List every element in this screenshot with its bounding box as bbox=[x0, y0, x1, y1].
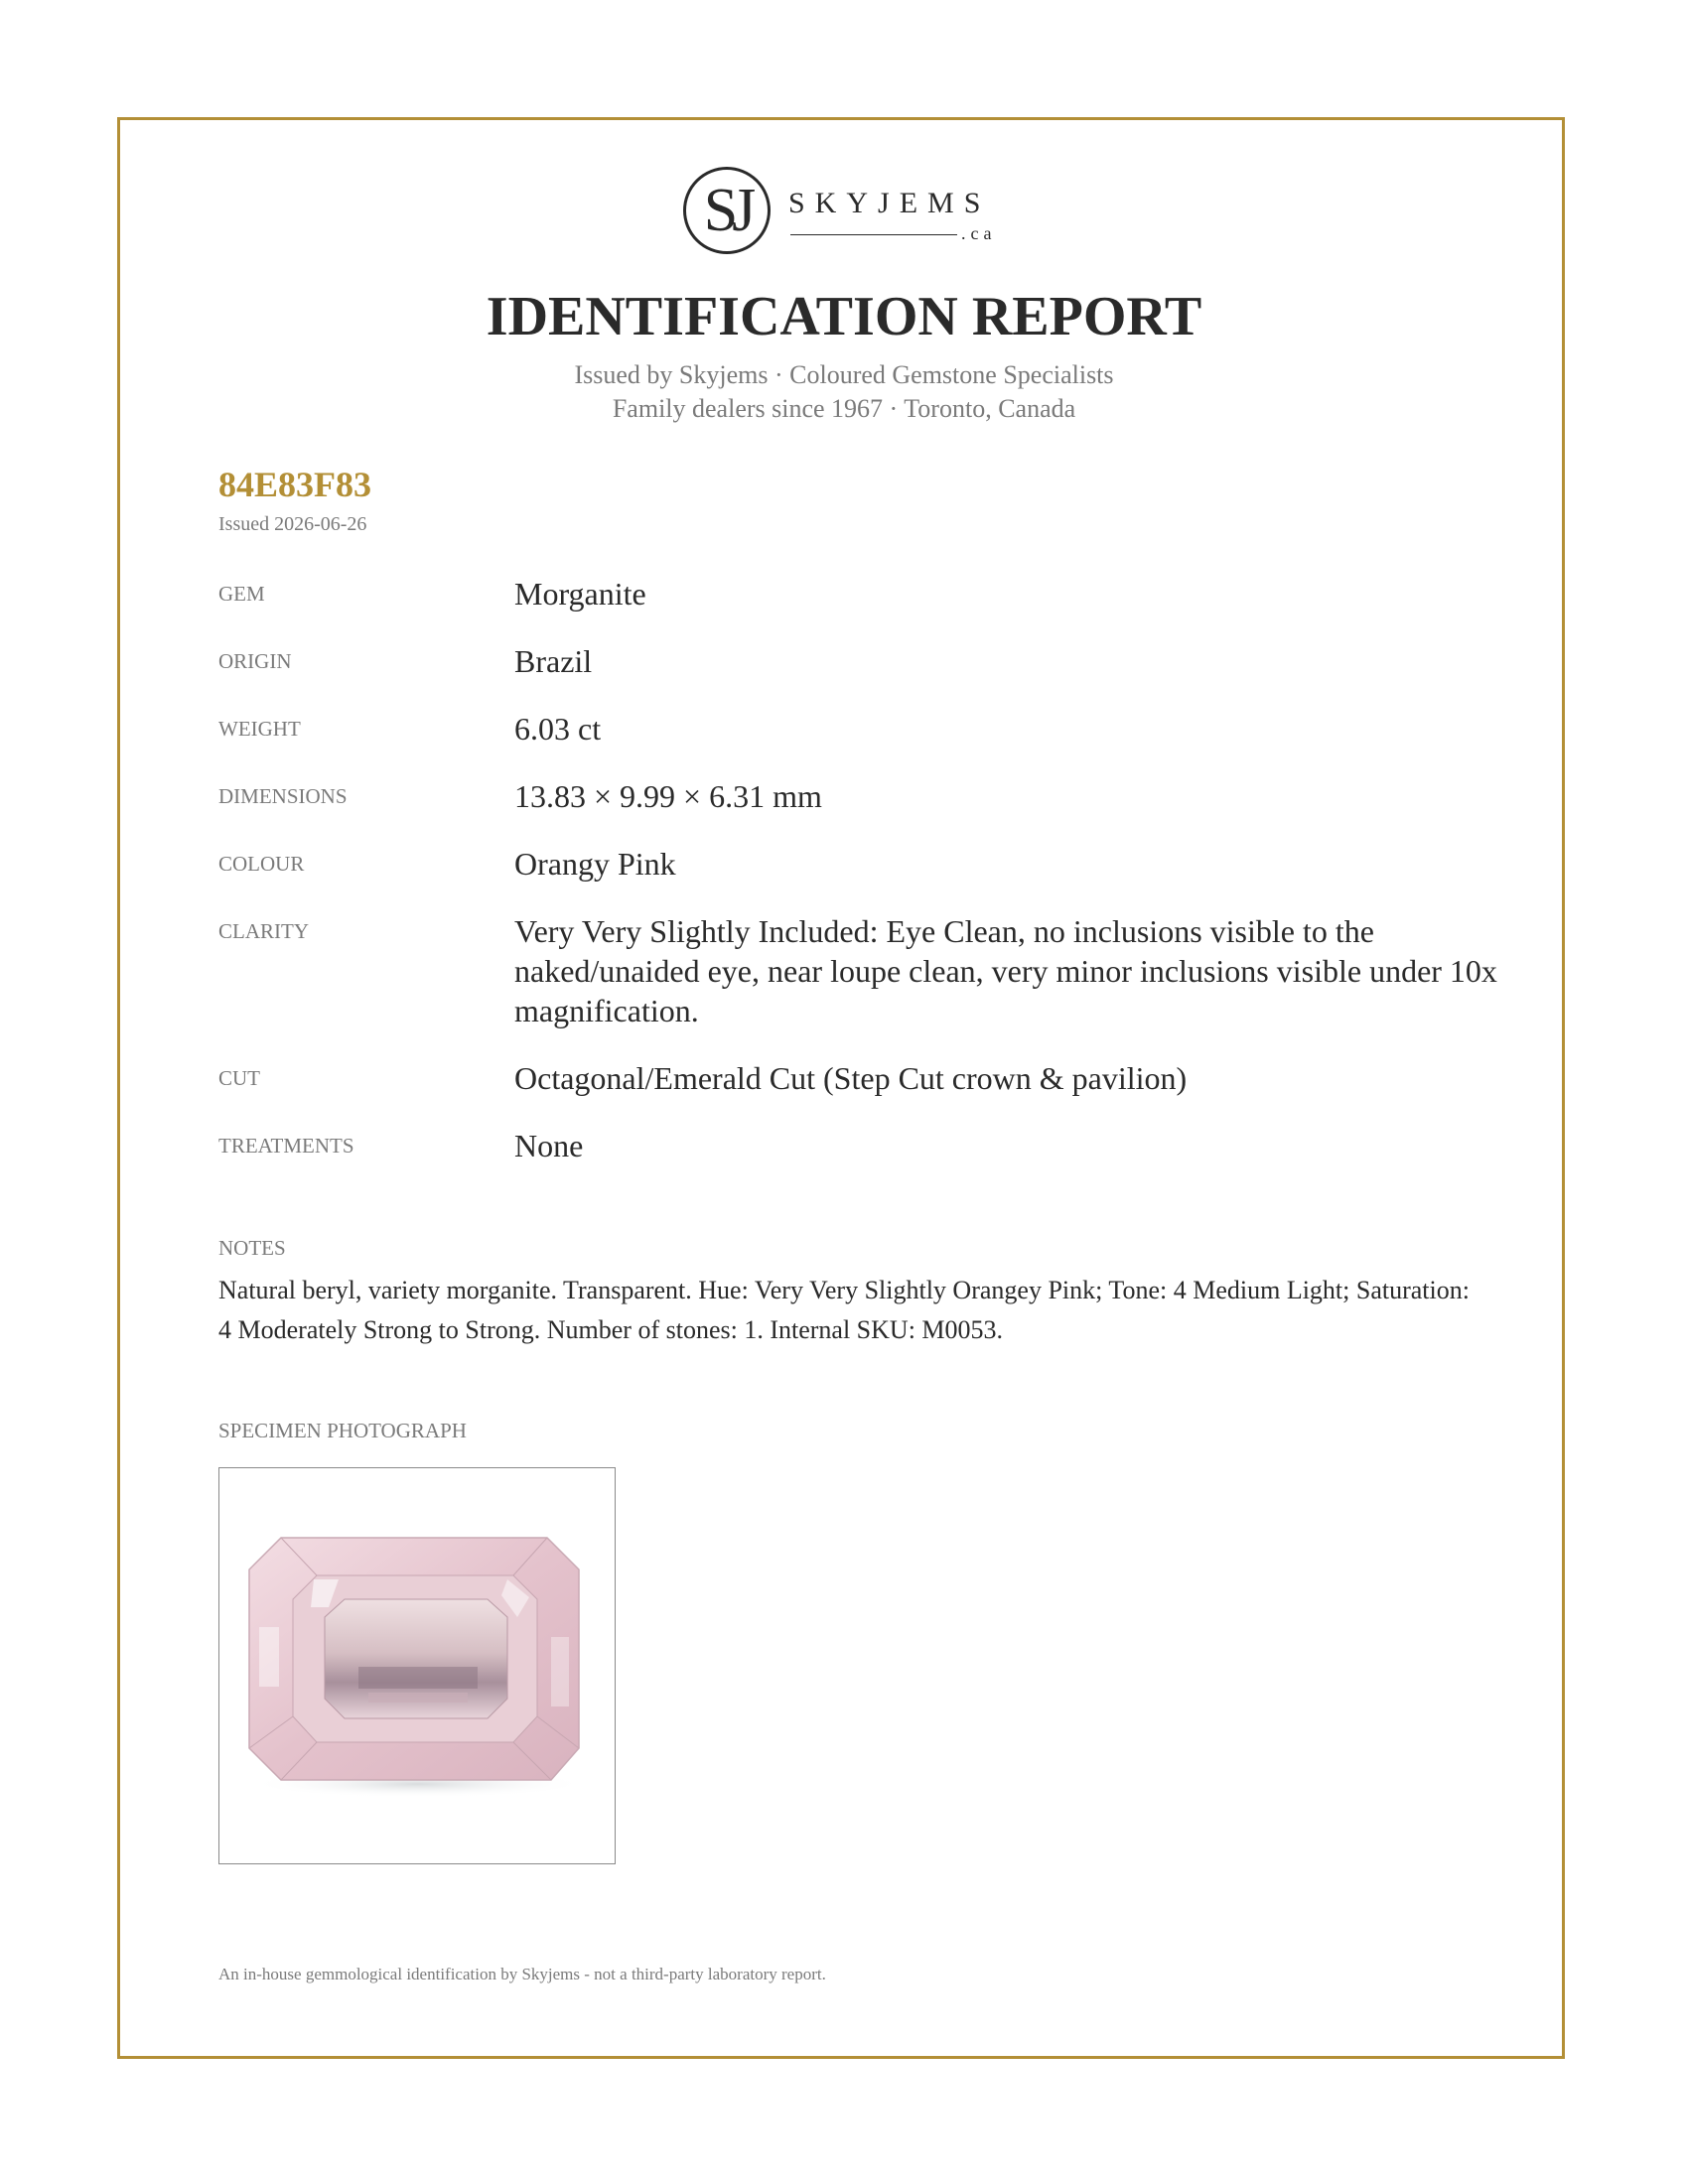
detail-value: 13.83 × 9.99 × 6.31 mm bbox=[514, 778, 822, 814]
detail-label: WEIGHT bbox=[218, 717, 301, 741]
detail-label: GEM bbox=[218, 582, 265, 606]
specimen-photo-label: SPECIMEN PHOTOGRAPH bbox=[218, 1419, 467, 1442]
detail-label: COLOUR bbox=[218, 852, 305, 876]
detail-value: Very Very Slightly Included: Eye Clean, no inclusions visible to the naked/unaided eye, near loupe clean, very minor inclusions visible under 10x magnification. bbox=[514, 913, 1497, 1028]
gemstone-illustration bbox=[219, 1468, 614, 1862]
detail-row-gem bbox=[218, 574, 1509, 614]
skyjems-logo bbox=[683, 165, 1011, 264]
detail-value: None bbox=[514, 1128, 584, 1163]
detail-row-colour bbox=[218, 844, 1509, 884]
detail-label: TREATMENTS bbox=[218, 1134, 354, 1158]
detail-value: Morganite bbox=[514, 576, 646, 612]
footer-disclaimer: An in-house gemmological identification by Skyjems - not a third-party laboratory report. bbox=[218, 1965, 826, 1983]
detail-label: ORIGIN bbox=[218, 649, 292, 673]
report-title: IDENTIFICATION REPORT bbox=[486, 286, 1202, 347]
notes-label: NOTES bbox=[218, 1236, 286, 1260]
logo-monogram: SJ bbox=[703, 177, 751, 244]
gem-details-list bbox=[218, 574, 1509, 1193]
logo-divider bbox=[790, 234, 957, 235]
notes-text: Natural beryl, variety morganite. Transparent. Hue: Very Very Slightly Orangey Pink; Tone: 4 Medium Light; Saturation: 4 Moderately Strong to Strong. Number of stones: 1. Internal SKU: M0053. bbox=[218, 1276, 1470, 1344]
detail-value: Orangy Pink bbox=[514, 846, 676, 882]
detail-label: CLARITY bbox=[218, 919, 309, 943]
detail-row-origin bbox=[218, 641, 1509, 681]
detail-row-cut bbox=[218, 1058, 1509, 1098]
detail-row-clarity bbox=[218, 911, 1509, 1030]
detail-row-weight bbox=[218, 709, 1509, 749]
specimen-photograph bbox=[218, 1467, 616, 1864]
report-id: 84E83F83 bbox=[218, 465, 372, 504]
detail-value: Octagonal/Emerald Cut (Step Cut crown & pavilion) bbox=[514, 1060, 1188, 1096]
detail-row-dimensions bbox=[218, 776, 1509, 816]
detail-value: 6.03 ct bbox=[514, 711, 602, 747]
detail-row-treatments bbox=[218, 1126, 1509, 1165]
detail-label: DIMENSIONS bbox=[218, 784, 348, 808]
logo-wordmark: SKYJEMS bbox=[788, 187, 991, 219]
detail-value: Brazil bbox=[514, 643, 593, 679]
issued-date: Issued 2026-06-26 bbox=[218, 513, 367, 535]
report-subtitle-location: Family dealers since 1967 · Toronto, Canada bbox=[612, 394, 1076, 423]
report-subtitle-issuer: Issued by Skyjems · Coloured Gemstone Specialists bbox=[574, 360, 1114, 389]
logo-domain-suffix: .ca bbox=[961, 223, 997, 243]
detail-label: CUT bbox=[218, 1066, 260, 1090]
